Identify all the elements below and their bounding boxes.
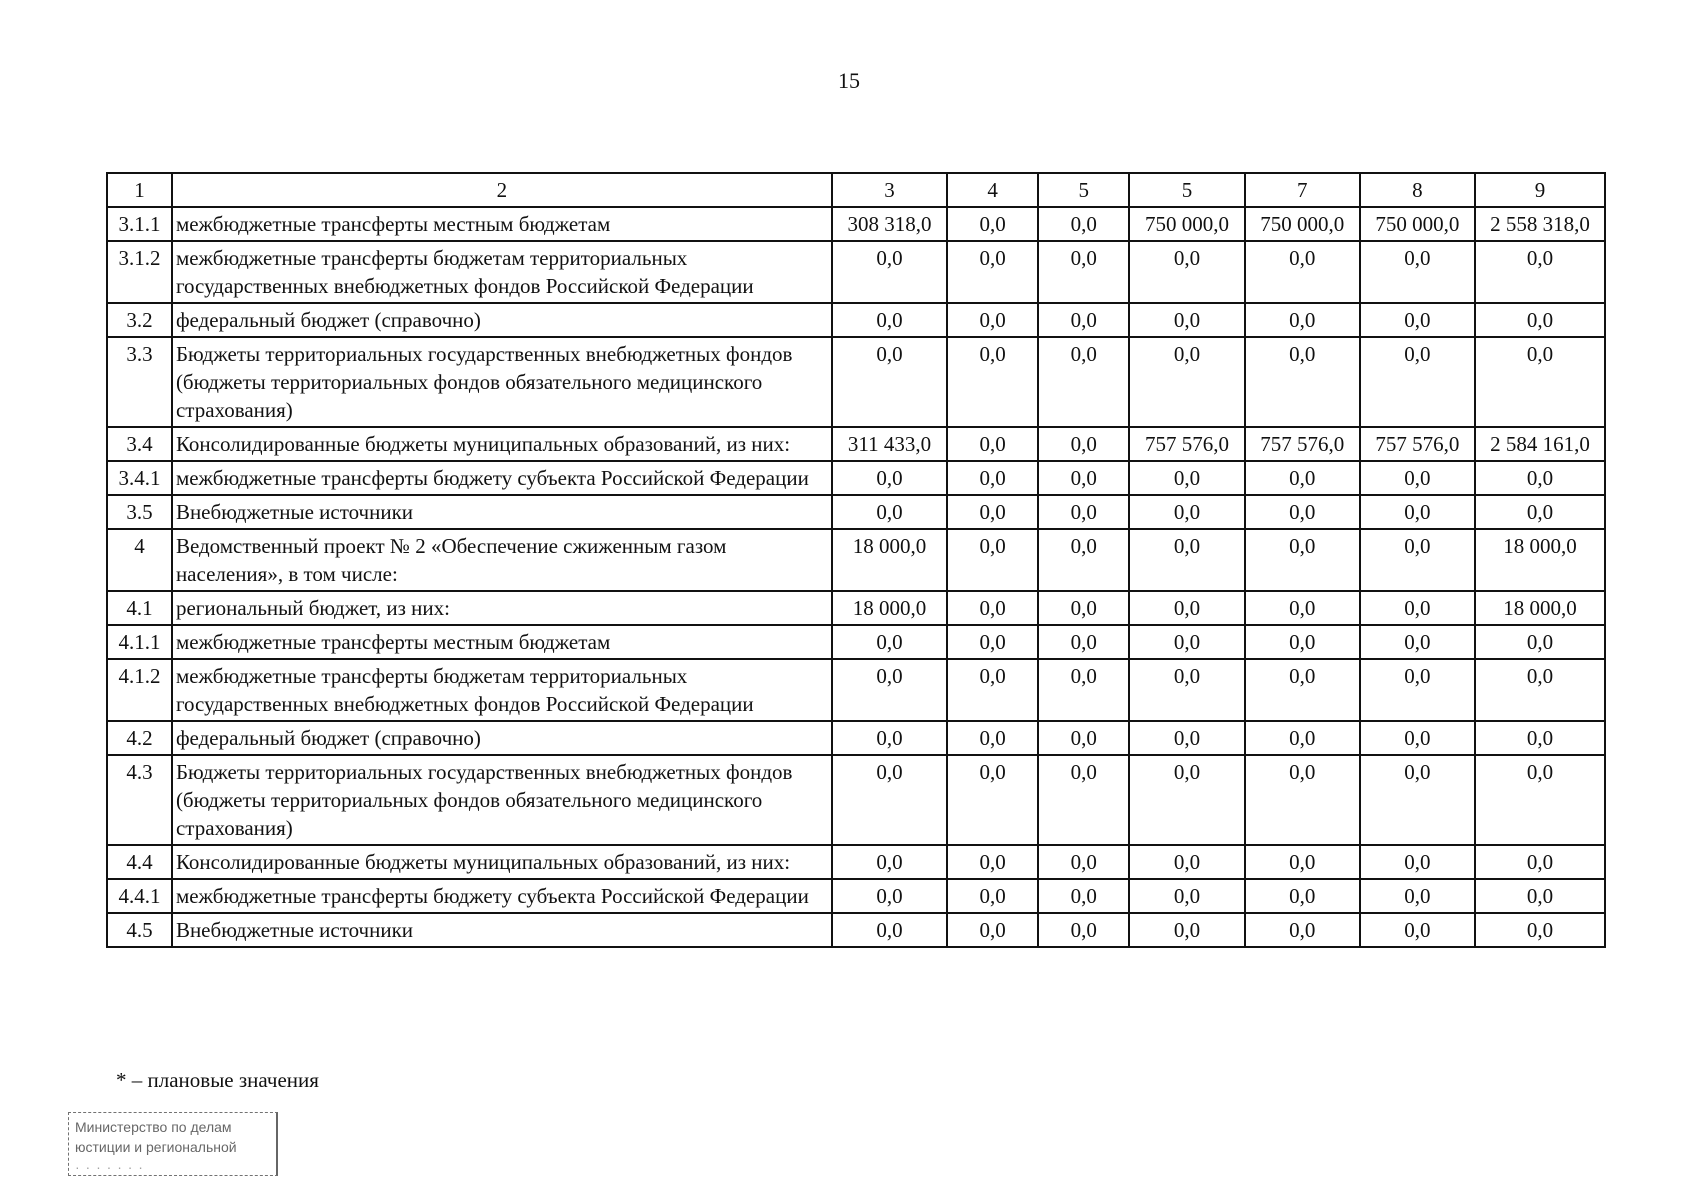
value-cell: 0,0 (947, 755, 1038, 845)
value-cell: 0,0 (1475, 659, 1605, 721)
value-cell: 0,0 (947, 207, 1038, 241)
row-name: Консолидированные бюджеты муниципальных образований, из них: (172, 427, 832, 461)
value-cell: 0,0 (1038, 427, 1129, 461)
row-number: 4 (107, 529, 172, 591)
value-cell: 0,0 (1360, 845, 1475, 879)
value-cell: 0,0 (1038, 879, 1129, 913)
table-row (107, 913, 1605, 947)
value-cell: 311 433,0 (832, 427, 947, 461)
value-cell: 0,0 (1129, 659, 1244, 721)
value-cell: 0,0 (1245, 721, 1360, 755)
value-cell: 0,0 (832, 659, 947, 721)
row-number: 4.3 (107, 755, 172, 845)
header-cell: 4 (947, 173, 1038, 207)
row-name: Бюджеты территориальных государственных внебюджетных фондов (бюджеты территориальных фондов обязательного медицинского страхования) (172, 337, 832, 427)
header-cell: 3 (832, 173, 947, 207)
value-cell: 0,0 (1475, 755, 1605, 845)
stamp-line: · · · · · · · (75, 1159, 144, 1175)
row-number: 3.3 (107, 337, 172, 427)
value-cell: 0,0 (1129, 845, 1244, 879)
value-cell: 0,0 (1129, 529, 1244, 591)
value-cell: 0,0 (1129, 591, 1244, 625)
table-row (107, 461, 1605, 495)
row-name: межбюджетные трансферты бюджетам территориальных государственных внебюджетных фондов Российской Федерации (172, 241, 832, 303)
value-cell: 0,0 (947, 529, 1038, 591)
row-name: федеральный бюджет (справочно) (172, 721, 832, 755)
row-name: межбюджетные трансферты бюджету субъекта Российской Федерации (172, 461, 832, 495)
value-cell: 0,0 (1360, 755, 1475, 845)
row-number: 3.4.1 (107, 461, 172, 495)
value-cell: 0,0 (947, 461, 1038, 495)
row-name: межбюджетные трансферты бюджетам территориальных государственных внебюджетных фондов Российской Федерации (172, 659, 832, 721)
value-cell: 2 584 161,0 (1475, 427, 1605, 461)
value-cell: 0,0 (1038, 529, 1129, 591)
row-name: Консолидированные бюджеты муниципальных образований, из них: (172, 845, 832, 879)
value-cell: 0,0 (1129, 495, 1244, 529)
value-cell: 0,0 (1360, 625, 1475, 659)
header-cell: 5 (1038, 173, 1129, 207)
value-cell: 0,0 (1038, 337, 1129, 427)
value-cell: 0,0 (1360, 879, 1475, 913)
value-cell: 18 000,0 (832, 529, 947, 591)
page-number: 15 (838, 68, 860, 93)
row-number: 4.1 (107, 591, 172, 625)
value-cell: 0,0 (1475, 913, 1605, 947)
value-cell: 0,0 (832, 755, 947, 845)
table-row (107, 721, 1605, 755)
value-cell: 0,0 (1360, 913, 1475, 947)
table-row (107, 591, 1605, 625)
value-cell: 0,0 (1245, 461, 1360, 495)
ministry-stamp (68, 1112, 278, 1176)
row-number: 3.5 (107, 495, 172, 529)
value-cell: 0,0 (1245, 755, 1360, 845)
value-cell: 0,0 (1038, 845, 1129, 879)
row-number: 4.1.2 (107, 659, 172, 721)
header-cell: 9 (1475, 173, 1605, 207)
value-cell: 0,0 (947, 625, 1038, 659)
value-cell: 0,0 (1038, 913, 1129, 947)
value-cell: 0,0 (1360, 303, 1475, 337)
row-number: 4.4.1 (107, 879, 172, 913)
value-cell: 18 000,0 (1475, 529, 1605, 591)
value-cell: 0,0 (1360, 337, 1475, 427)
value-cell: 0,0 (1038, 495, 1129, 529)
value-cell: 0,0 (1475, 845, 1605, 879)
value-cell: 0,0 (947, 879, 1038, 913)
row-name: межбюджетные трансферты местным бюджетам (172, 207, 832, 241)
table-row (107, 337, 1605, 427)
value-cell: 0,0 (1245, 495, 1360, 529)
value-cell: 0,0 (1475, 461, 1605, 495)
table-row (107, 659, 1605, 721)
value-cell: 0,0 (1129, 721, 1244, 755)
header-cell: 7 (1245, 173, 1360, 207)
value-cell: 0,0 (1038, 461, 1129, 495)
header-cell: 1 (107, 173, 172, 207)
value-cell: 750 000,0 (1245, 207, 1360, 241)
footnote: * – плановые значения (116, 1068, 319, 1092)
value-cell: 0,0 (1360, 721, 1475, 755)
value-cell: 0,0 (947, 845, 1038, 879)
value-cell: 0,0 (1245, 625, 1360, 659)
value-cell: 0,0 (947, 721, 1038, 755)
value-cell: 0,0 (1475, 241, 1605, 303)
value-cell: 0,0 (1129, 913, 1244, 947)
header-cell: 8 (1360, 173, 1475, 207)
table-row (107, 625, 1605, 659)
value-cell: 0,0 (1038, 721, 1129, 755)
row-number: 3.1.2 (107, 241, 172, 303)
value-cell: 0,0 (1360, 659, 1475, 721)
value-cell: 0,0 (1245, 303, 1360, 337)
value-cell: 0,0 (832, 495, 947, 529)
row-number: 4.4 (107, 845, 172, 879)
value-cell: 0,0 (1360, 241, 1475, 303)
value-cell: 0,0 (1245, 845, 1360, 879)
row-name: Бюджеты территориальных государственных внебюджетных фондов (бюджеты территориальных фондов обязательного медицинского страхования) (172, 755, 832, 845)
value-cell: 18 000,0 (832, 591, 947, 625)
table-row (107, 207, 1605, 241)
value-cell: 0,0 (1360, 591, 1475, 625)
value-cell: 0,0 (1129, 879, 1244, 913)
value-cell: 750 000,0 (1129, 207, 1244, 241)
value-cell: 0,0 (1038, 207, 1129, 241)
value-cell: 0,0 (1129, 755, 1244, 845)
header-cell: 2 (172, 173, 832, 207)
value-cell: 0,0 (832, 879, 947, 913)
value-cell: 757 576,0 (1245, 427, 1360, 461)
table-body (107, 207, 1605, 947)
stamp-line: юстиции и региональной (75, 1139, 237, 1155)
row-number: 3.4 (107, 427, 172, 461)
value-cell: 0,0 (1475, 337, 1605, 427)
value-cell: 0,0 (947, 303, 1038, 337)
value-cell: 0,0 (1129, 337, 1244, 427)
table-row (107, 427, 1605, 461)
row-number: 4.2 (107, 721, 172, 755)
value-cell: 0,0 (1038, 659, 1129, 721)
value-cell: 18 000,0 (1475, 591, 1605, 625)
row-name: федеральный бюджет (справочно) (172, 303, 832, 337)
value-cell: 0,0 (947, 427, 1038, 461)
value-cell: 0,0 (832, 625, 947, 659)
value-cell: 0,0 (1360, 529, 1475, 591)
value-cell: 0,0 (1038, 591, 1129, 625)
value-cell: 0,0 (1129, 461, 1244, 495)
value-cell: 750 000,0 (1360, 207, 1475, 241)
row-name: Внебюджетные источники (172, 495, 832, 529)
value-cell: 0,0 (947, 495, 1038, 529)
row-name: Ведомственный проект № 2 «Обеспечение сжиженным газом населения», в том числе: (172, 529, 832, 591)
row-name: Внебюджетные источники (172, 913, 832, 947)
value-cell: 0,0 (1038, 755, 1129, 845)
value-cell: 0,0 (1129, 303, 1244, 337)
value-cell: 0,0 (947, 241, 1038, 303)
value-cell: 0,0 (1129, 241, 1244, 303)
table-row (107, 755, 1605, 845)
value-cell: 0,0 (1129, 625, 1244, 659)
table-row (107, 303, 1605, 337)
budget-table (106, 172, 1606, 948)
row-name: региональный бюджет, из них: (172, 591, 832, 625)
row-name: межбюджетные трансферты местным бюджетам (172, 625, 832, 659)
value-cell: 0,0 (1360, 461, 1475, 495)
table-row (107, 879, 1605, 913)
header-row (107, 173, 1605, 207)
value-cell: 0,0 (1038, 303, 1129, 337)
stamp-line: Министерство по делам (75, 1119, 232, 1135)
value-cell: 0,0 (1245, 337, 1360, 427)
value-cell: 0,0 (1245, 591, 1360, 625)
row-number: 3.1.1 (107, 207, 172, 241)
value-cell: 0,0 (832, 721, 947, 755)
table-row (107, 241, 1605, 303)
row-number: 4.5 (107, 913, 172, 947)
value-cell: 0,0 (1475, 879, 1605, 913)
table-row (107, 845, 1605, 879)
value-cell: 0,0 (832, 303, 947, 337)
row-name: межбюджетные трансферты бюджету субъекта Российской Федерации (172, 879, 832, 913)
value-cell: 0,0 (1245, 659, 1360, 721)
value-cell: 0,0 (1475, 303, 1605, 337)
value-cell: 0,0 (1475, 495, 1605, 529)
row-number: 3.2 (107, 303, 172, 337)
value-cell: 0,0 (832, 461, 947, 495)
value-cell: 0,0 (832, 241, 947, 303)
value-cell: 0,0 (947, 591, 1038, 625)
value-cell: 2 558 318,0 (1475, 207, 1605, 241)
value-cell: 0,0 (1475, 721, 1605, 755)
value-cell: 0,0 (1245, 879, 1360, 913)
value-cell: 0,0 (832, 913, 947, 947)
table-row (107, 495, 1605, 529)
value-cell: 0,0 (1245, 241, 1360, 303)
value-cell: 757 576,0 (1129, 427, 1244, 461)
value-cell: 757 576,0 (1360, 427, 1475, 461)
value-cell: 0,0 (947, 913, 1038, 947)
header-cell: 5 (1129, 173, 1244, 207)
value-cell: 0,0 (832, 845, 947, 879)
value-cell: 0,0 (832, 337, 947, 427)
value-cell: 0,0 (1038, 241, 1129, 303)
value-cell: 0,0 (1360, 495, 1475, 529)
value-cell: 308 318,0 (832, 207, 947, 241)
value-cell: 0,0 (1475, 625, 1605, 659)
value-cell: 0,0 (947, 337, 1038, 427)
value-cell: 0,0 (1245, 913, 1360, 947)
row-number: 4.1.1 (107, 625, 172, 659)
value-cell: 0,0 (1038, 625, 1129, 659)
value-cell: 0,0 (947, 659, 1038, 721)
table-row (107, 529, 1605, 591)
value-cell: 0,0 (1245, 529, 1360, 591)
